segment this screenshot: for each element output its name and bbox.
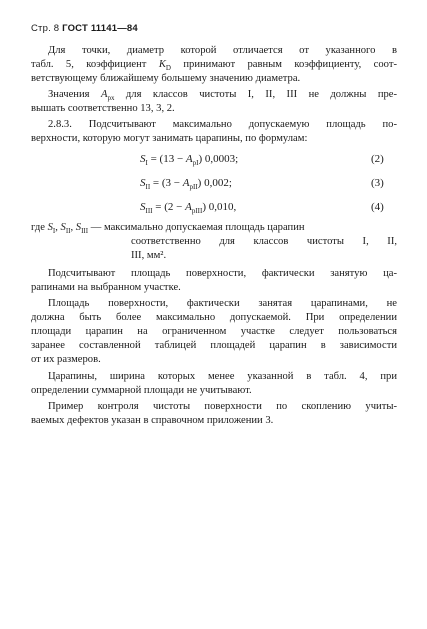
text-span: Значения — [48, 89, 90, 100]
symbol-sub: I — [52, 227, 56, 236]
text-line: Для точки, диаметр которой отличается от указанного в — [48, 45, 397, 56]
formula-a: A — [185, 153, 193, 165]
formula-asub: pII — [189, 183, 198, 192]
text-span: где — [31, 222, 45, 233]
formula-lhs: S — [140, 177, 146, 189]
text-line: рапинами на выбранном участке. — [31, 282, 181, 293]
text-line: вышать соответственно 13, 3, 2. — [31, 103, 175, 114]
formula-a: A — [185, 201, 192, 213]
formula-number: (4) — [371, 201, 384, 213]
where-clause-cont: III, мм². — [131, 250, 167, 261]
symbol-s: S — [60, 222, 66, 233]
formula-3 — [140, 177, 300, 191]
symbol-s: S — [75, 222, 82, 233]
symbol-sub: px — [107, 94, 115, 103]
text-span: принимают равным коэффициенту, соот- — [183, 59, 397, 70]
symbol-sub: D — [165, 64, 171, 73]
formula-4 — [140, 201, 300, 215]
symbol-a: A — [100, 89, 108, 100]
formula-a: A — [182, 177, 190, 189]
section-283-line: 2.8.3. Подсчитывают максимально допускаемую площадь по- — [48, 119, 397, 130]
text-line: определении суммарной площади не учитывают. — [31, 385, 252, 396]
text-span: — максимально допускаемая площадь царапин — [90, 222, 305, 233]
formula-rhs: ) 0,010, — [202, 201, 237, 213]
formula-sub: I — [145, 159, 148, 168]
formula-lhs: S — [140, 153, 146, 165]
text-line: ваемых дефектов указан в справочном приложении 3. — [31, 415, 274, 426]
text-line: заранее составленной таблицей площадей царапин в зависимости — [31, 340, 397, 351]
formula-asub: pIII — [191, 207, 203, 216]
where-clause-cont: соответственно для классов чистоты I, II, — [131, 236, 397, 247]
formula-sub: II — [145, 183, 151, 192]
text-line: от их размеров. — [31, 354, 101, 365]
text-line: верхности, которую могут занимать царапины, по формулам: — [31, 133, 308, 144]
formula-number: (2) — [371, 153, 384, 165]
symbol-s: S — [47, 222, 53, 233]
formula-number: (3) — [371, 177, 384, 189]
formula-eq: = (13 − — [147, 153, 186, 165]
formula-2 — [140, 153, 300, 167]
text-line: ветствующему ближайшему большему значению диаметра. — [31, 73, 301, 84]
formula-rhs: ) 0,0003; — [198, 153, 239, 165]
formula-eq: = (3 − — [150, 177, 183, 189]
text-line: Царапины, ширина которых менее указанной в табл. 4, при — [48, 371, 397, 382]
symbol-sub: II — [65, 227, 71, 236]
formula-rhs: ) 0,002; — [197, 177, 232, 189]
symbol-k: K — [158, 59, 166, 70]
text-line: должна быть более максимально допускаемой. При определении — [31, 312, 397, 323]
text-span: для классов чистоты I, II, III не должны пре- — [125, 89, 398, 100]
formula-eq: = (2 − — [152, 201, 186, 213]
page-header — [31, 23, 138, 34]
text-line: Подсчитывают площадь поверхности, фактически занятую ца- — [48, 268, 397, 279]
standard-title: ГОСТ 11141—84 — [62, 23, 138, 34]
formula-lhs: S — [140, 201, 146, 213]
formula-asub: pI — [192, 159, 199, 168]
text-line: Пример контроля чистоты поверхности по скоплению учиты- — [48, 401, 397, 412]
symbol-sub: III — [81, 227, 89, 236]
text-line: площади царапин на ограниченном участке следует пользоваться — [31, 326, 397, 337]
where-clause: где $S_I$, $S_{II}$, $S_{III}$ — максимально допускаемая площадь царапин — [31, 222, 305, 236]
formula-sub: III — [145, 207, 153, 216]
page-number: Стр. 8 — [31, 23, 60, 34]
text-line: Площадь поверхности, фактически занятая царапинами, не — [48, 298, 397, 309]
text-span: табл. 5, коэффициент — [31, 59, 147, 70]
